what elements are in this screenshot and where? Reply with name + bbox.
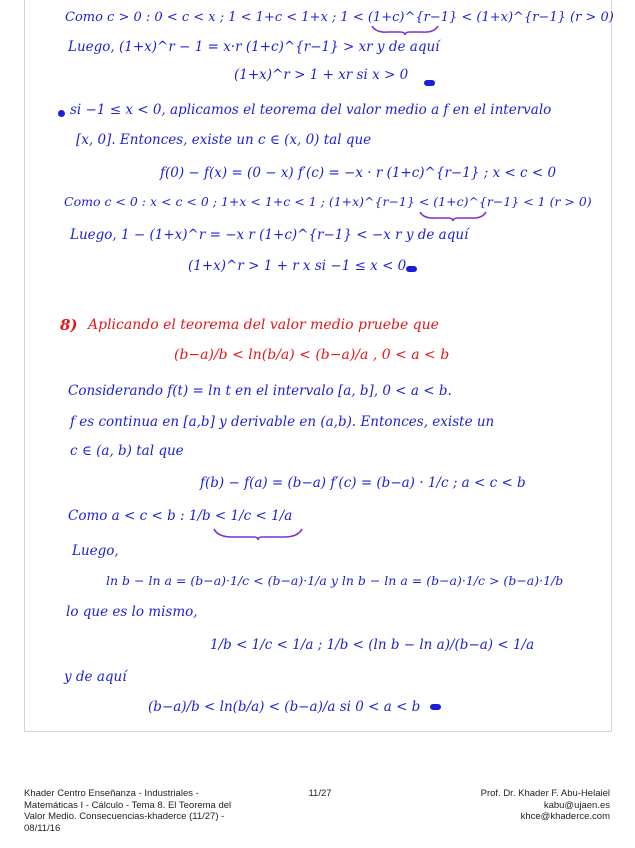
problem-number: 8) [60, 316, 78, 334]
note-line: si −1 ≤ x < 0, aplicamos el teorema del valor medio a f en el intervalo [70, 102, 552, 118]
note-line: (1+x)^r > 1 + r x si −1 ≤ x < 0 [188, 258, 407, 274]
bullet-dot [58, 110, 65, 117]
problem-statement: Aplicando el teorema del valor medio pruebe que [88, 317, 439, 333]
end-mark [424, 80, 435, 86]
note-line: [x, 0]. Entonces, existe un c ∈ (x, 0) tal que [76, 132, 372, 148]
footer-course-info: Khader Centro Enseñanza - Industriales - Matemáticas I - Cálculo - Tema 8. El Teorema del Valor Medio. Consecuencias-khaderce (11/27) - 08/11/16 [24, 788, 232, 834]
end-mark [430, 704, 441, 710]
solution-line: c ∈ (a, b) tal que [70, 443, 184, 459]
note-line: Luego, (1+x)^r − 1 = x·r (1+c)^{r−1} > xr y de aquí [68, 39, 440, 55]
solution-line: f es continua en [a,b] y derivable en (a,b). Entonces, existe un [70, 414, 495, 430]
solution-line: Considerando f(t) = ln t en el intervalo [a, b], 0 < a < b. [68, 383, 452, 399]
note-line: Como c > 0 : 0 < c < x ; 1 < 1+c < 1+x ; 1 < (1+c)^{r−1} < (1+x)^{r−1} (r > 0) [65, 10, 614, 25]
problem-formula: (b−a)/b < ln(b/a) < (b−a)/a , 0 < a < b [174, 347, 450, 363]
note-line: Como c < 0 : x < c < 0 ; 1+x < 1+c < 1 ; (1+x)^{r−1} < (1+c)^{r−1} < 1 (r > 0) [64, 194, 592, 209]
note-line: Luego, 1 − (1+x)^r = −x r (1+c)^{r−1} < −x r y de aquí [70, 227, 469, 243]
solution-line: 1/b < 1/c < 1/a ; 1/b < (ln b − ln a)/(b−a) < 1/a [210, 637, 535, 653]
underbrace-mark [418, 210, 488, 222]
solution-line: f(b) − f(a) = (b−a) f′(c) = (b−a) · 1/c ; a < c < b [200, 475, 526, 491]
note-line: (1+x)^r > 1 + xr si x > 0 [234, 67, 409, 83]
solution-line: Luego, [72, 543, 119, 559]
underbrace-mark [370, 24, 440, 36]
footer-author-info: Prof. Dr. Khader F. Abu-Helaiel kabu@ujaen.es khce@khaderce.com [480, 788, 610, 822]
solution-line: (b−a)/b < ln(b/a) < (b−a)/a si 0 < a < b [148, 699, 421, 715]
solution-line: lo que es lo mismo, [66, 604, 198, 620]
underbrace-mark [212, 527, 304, 541]
end-mark [406, 266, 417, 272]
note-line: f(0) − f(x) = (0 − x) f′(c) = −x · r (1+c)^{r−1} ; x < c < 0 [160, 165, 557, 181]
solution-line: y de aquí [64, 669, 127, 685]
page-number: 11/27 [308, 788, 332, 799]
solution-line: ln b − ln a = (b−a)·1/c < (b−a)·1/a y ln b − ln a = (b−a)·1/c > (b−a)·1/b [106, 573, 564, 588]
solution-line: Como a < c < b : 1/b < 1/c < 1/a [68, 508, 293, 524]
